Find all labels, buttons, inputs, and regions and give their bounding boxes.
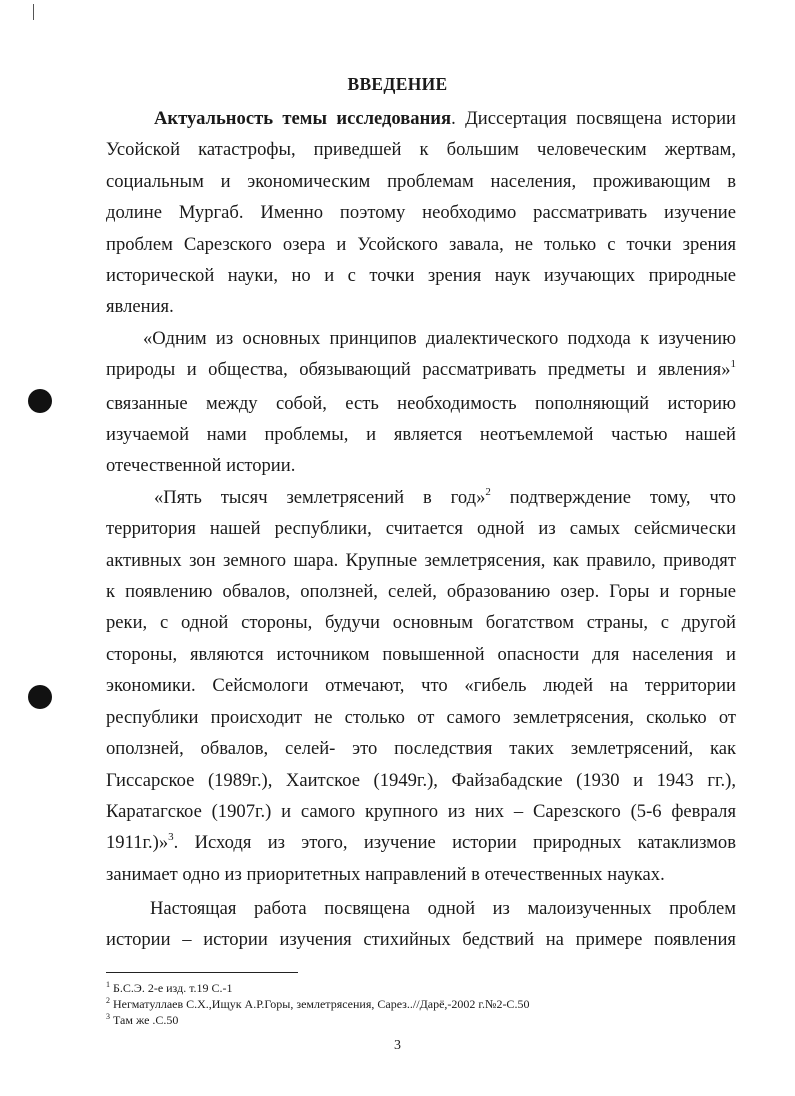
paragraph-3-line-4: к появлению обвалов, оползней, селей, образованию озер. Горы и горные	[106, 581, 736, 602]
footnote-1: $^1$ Б.С.Э. 2-е изд. т.19 С.-1	[106, 980, 233, 995]
paragraph-4-line-1: Настоящая работа посвящена одной из малоизученных проблем	[150, 898, 736, 919]
binder-hole-top	[28, 389, 52, 413]
scan-mark	[33, 4, 34, 20]
paragraph-2-line-5: отечественной истории.	[106, 455, 296, 476]
paragraph-2-line-1: «Одним из основных принципов диалектического подхода к изучению	[143, 328, 736, 349]
paragraph-2-line-4: изучаемой нами проблемы, и является неотъемлемой частью нашей	[106, 424, 736, 445]
footnote-ref-3: 3	[168, 831, 174, 843]
paragraph-1-lead: Актуальность темы исследования	[154, 108, 452, 129]
paragraph-3-line-1: «Пять тысяч землетрясений в год»$^2$ подтверждение тому, что	[154, 486, 736, 508]
paragraph-1-line-2: Усойской катастрофы, приведшей к большим человеческим жертвам,	[106, 139, 736, 160]
paragraph-3-line-12: 1911г.)»$^3$. Исходя из этого, изучение истории природных катаклизмов	[106, 831, 736, 853]
paragraph-3-line-2: территория нашей республики, считается одной из самых сейсмически	[106, 518, 736, 539]
paragraph-2-line-2: природы и общества, обязывающий рассматривать предметы и явления»$^1$	[106, 358, 736, 380]
binder-hole-bottom	[28, 685, 52, 709]
paragraph-2-line-3: связанные между собой, есть необходимость пополняющий историю	[106, 393, 736, 414]
paragraph-3-line-13: занимает одно из приоритетных направлений в отечественных науках.	[106, 864, 665, 885]
paragraph-3-line-3: активных зон земного шара. Крупные землетрясения, как правило, приводят	[106, 550, 736, 571]
paragraph-1-line-7: явления.	[106, 296, 174, 317]
page-title: ВВЕДЕНИЕ	[347, 74, 448, 94]
paragraph-3-line-7: экономики. Сейсмологи отмечают, что «гибель людей на территории	[106, 675, 736, 696]
footnote-2: $^2$ Негматуллаев С.Х.,Ищук А.Р.Горы, землетрясения, Сарез..//Дарё,-2002 г.№2-С.50	[106, 996, 530, 1011]
paragraph-4-line-2: истории – истории изучения стихийных бедствий на примере появления	[106, 929, 736, 950]
paragraph-1-line-3: социальным и экономическим проблемам населения, проживающим в	[106, 171, 736, 192]
footnote-ref-1: 1	[730, 358, 736, 370]
paragraph-3-line-9: оползней, обвалов, селей- это последствия таких землетрясений, как	[106, 738, 736, 759]
paragraph-1-line-4: долине Мургаб. Именно поэтому необходимо рассматривать изучение	[106, 202, 736, 223]
paragraph-1-line-1: Актуальность темы исследования. Диссертация посвящена истории	[154, 108, 736, 129]
paragraph-3-line-6: стороны, являются источником повышенной опасности для населения и	[106, 644, 736, 665]
paragraph-1-line-6: исторической науки, но и с точки зрения наук изучающих природные	[106, 265, 736, 286]
paragraph-3-line-10: Гиссарское (1989г.), Хаитское (1949г.), Файзабадские (1930 и 1943 гг.),	[106, 770, 736, 791]
paragraph-1-line-5: проблем Сарезского озера и Усойского завала, не только с точки зрения	[106, 234, 736, 255]
paragraph-3-line-11: Каратагское (1907г.) и самого крупного из них – Сарезского (5-6 февраля	[106, 801, 736, 822]
footnote-divider	[106, 972, 298, 973]
paragraph-3-line-5: реки, с одной стороны, будучи основным богатством страны, с другой	[106, 612, 736, 633]
page-number: 3	[394, 1038, 401, 1053]
paragraph-3-line-8: республики происходит не столько от самого землетрясения, сколько от	[106, 707, 736, 728]
footnote-ref-2: 2	[485, 486, 491, 498]
footnote-3: $^3$ Там же .С.50	[106, 1012, 179, 1027]
